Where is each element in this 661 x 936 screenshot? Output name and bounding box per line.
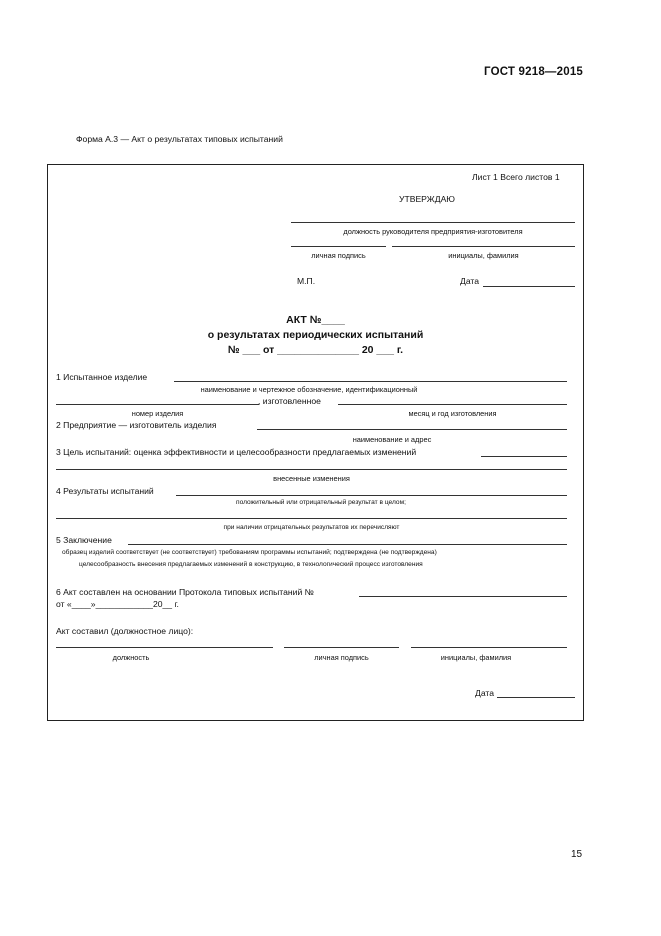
manufactured-line [338,404,567,405]
composed-signature-caption: личная подпись [314,653,369,662]
item1-line [174,381,567,382]
approve-position-line [291,222,575,223]
approve-position-caption: должность руководителя предприятия-изготовителя [343,227,523,236]
item4-label: 4 Результаты испытаний [56,486,154,496]
item6-from: от «____»____________20__ г. [56,599,179,609]
page-number: 15 [571,849,583,860]
composed-initials-caption: инициалы, фамилия [440,653,512,662]
month-year-caption: месяц и год изготовления [408,409,497,418]
item2-line [257,429,567,430]
composed-signature-line [284,647,399,648]
item3-caption: внесенные изменения [273,474,350,483]
item4-caption1: положительный или отрицательный результат в целом; [236,499,406,506]
approve-title: УТВЕРЖДАЮ [399,194,455,204]
item1-id-line [56,404,259,405]
approve-signature-line [291,246,386,247]
item5-line [128,544,567,545]
composed-initials-line [411,647,567,648]
item1-caption: наименование и чертежное обозначение, идентификационный [200,385,418,394]
composed-position-caption: должность [112,653,150,662]
standard-header: ГОСТ 9218—2015 [484,66,584,78]
approve-date-line [483,286,575,287]
item2-caption: наименование и адрес [352,435,432,444]
act-title: АКТ №____ [286,314,345,326]
composed-by-label: Акт составил (должностное лицо): [56,626,194,636]
item3-line [481,456,567,457]
item4-line [176,495,567,496]
item2-label: 2 Предприятие — изготовитель изделия [56,420,217,430]
manufactured-label: , изготовленное [258,396,321,406]
approve-date-label: Дата [460,276,480,286]
composed-date-label: Дата [475,688,495,698]
item1-label: 1 Испытанное изделие [56,372,148,382]
approve-initials-caption: инициалы, фамилия [448,251,519,260]
item3-line2 [56,469,567,470]
form-caption: Форма А.3 — Акт о результатах типовых испытаний [76,134,283,144]
item4-caption2: при наличии отрицательных результатов их перечисляют [223,524,400,531]
act-number-date: № ___ от ______________ 20 ___ г. [227,344,404,356]
act-subtitle: о результатах периодических испытаний [207,329,424,341]
composed-date-line [497,697,575,698]
item5-caption2: целесообразность внесения предлагаемых изменений в конструкцию, в технологический процесс изготовления [79,561,423,568]
product-number-caption: номер изделия [131,409,184,418]
item5-caption1: образец изделий соответствует (не соответствует) требованиям программы испытаний; подтверждена (не подтверждена) [62,549,437,556]
seal-label: М.П. [297,276,316,286]
approve-initials-line [392,246,575,247]
item3-label: 3 Цель испытаний: оценка эффективности и целесообразности предлагаемых изменений [56,447,417,457]
item5-label: 5 Заключение [56,535,112,545]
item6-line [359,596,567,597]
composed-position-line [56,647,273,648]
item6-label: 6 Акт составлен на основании Протокола типовых испытаний № [56,587,314,597]
approve-signature-caption: личная подпись [311,251,366,260]
item4-line2 [56,518,567,519]
sheet-info: Лист 1 Всего листов 1 [472,172,560,182]
